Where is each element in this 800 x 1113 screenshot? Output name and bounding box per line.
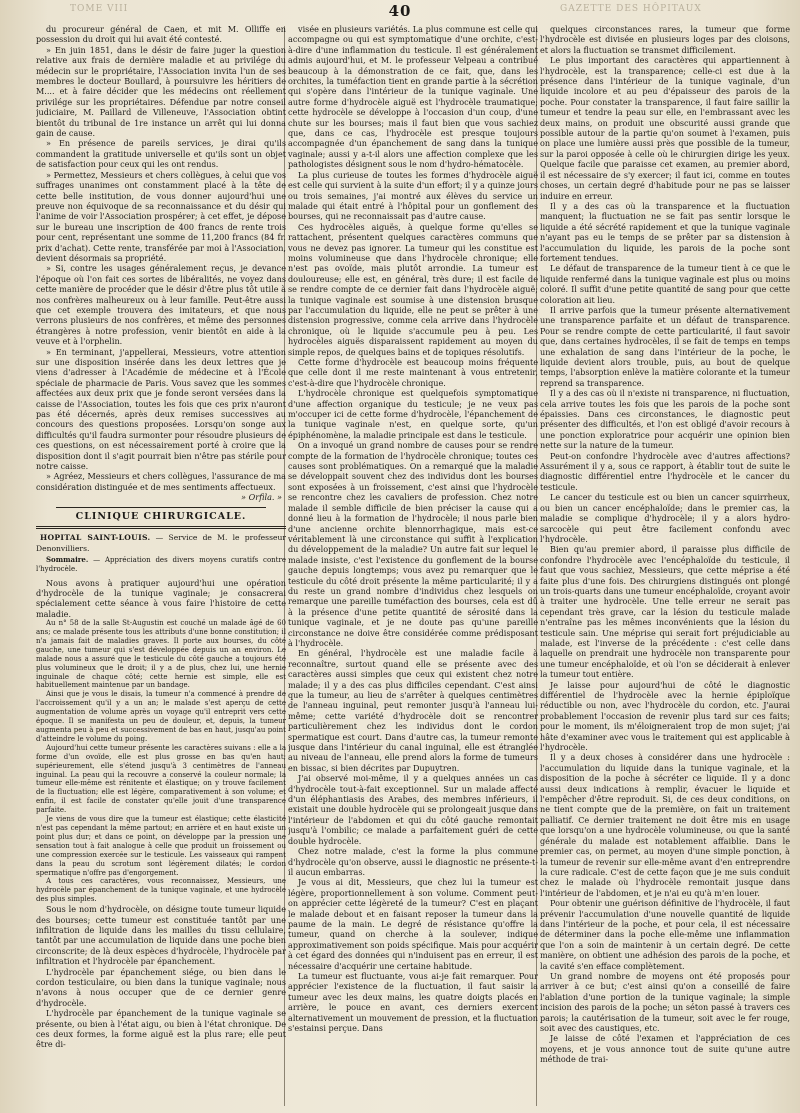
paragraph: » Si, contre les usages généralement reçus, je devance l'époque où l'on fait ces sortes de libéralités, ne voyez dans cette manière de procéder que le désir d'être plus tôt utile à nos confrères malheureux ou à leur famille. Peut-être aussi que cet exemple trouvera des imitateurs, et que nous verrons plusieurs de nos confrères, et même des personnes étrangères à notre profession, venir bientôt en aide à la veuve et à l'orphelin. [36, 263, 286, 347]
paragraph: Le cancer du testicule est ou bien un cancer squirrheux, ou bien un cancer encéphaloïde; dans le premier cas, la maladie se complique d'hydrocèle; il y a alors hydro-sarcocèle qui peut être facilement confondu avec l'hydrocèle. [540, 492, 790, 544]
summary-label: Sommaire. [46, 554, 89, 564]
paragraph: » Agréez, Messieurs et chers collègues, l'assurance de ma considération distinguée et de mes sentiments affectueux. [36, 471, 286, 492]
column-3 [540, 24, 790, 1109]
paragraph: Un grand nombre de moyens ont été proposés pour arriver à ce but; c'est ainsi qu'on a conseillé de faire l'ablation d'une portion de la tunique vaginale; la simple incision des parois de la poche; un séton passé à travers ces parois; la cautérisation de la tumeur, soit avec le fer rouge, soit avec des caustiques, etc. [540, 970, 790, 1033]
paragraph-small: Ainsi que je vous le disais, la tumeur n'a commencé à prendre de l'accroissement qu'il y a un an; le malade s'est aperçu de cette augmentation de volume après un voyage qu'il entreprit vers cette époque. Il se manifesta un peu de douleur, et, depuis, la tumeur augmenta peu à peu et successivement de bas en haut, jusqu'au point d'atteindre le volume du poing. [36, 690, 286, 743]
section-title: CLINIQUE CHIRURGICALE. [75, 510, 247, 522]
paragraph: Il y a deux choses à considérer dans une hydrocèle : l'accumulation du liquide dans la tunique vaginale, et la disposition de la poche à sécréter ce liquide. Il y a donc aussi deux indications à remplir, évacuer le liquide et l'empêcher d'être reproduit. Si, de ces deux conditions, on ne tient compte que de la première, on fait un traitement palliatif. Ce dernier traitement ne doit être mis en usage que lorsqu'on a une hydrocèle volumineuse, ou que la santé générale du malade est notablement affaiblie. Dans le premier cas, on permet, au moyen d'une simple ponction, à la tumeur de revenir sur elle-même avant d'en entreprendre la cure radicale. C'est de cette façon que je me suis conduit chez le malade où l'hydrocèle remontait jusque dans l'intérieur de l'abdomen, et je n'ai eu qu'à m'en louer. [540, 752, 790, 898]
paragraph: quelques circonstances rares, la tumeur que forme l'hydrocèle est divisée en plusieurs loges par des cloisons, et alors la fluctuation se transmet difficilement. [540, 24, 790, 55]
column-1 [36, 24, 286, 1109]
paragraph: Je laisse pour aujourd'hui de côté le diagnostic différentiel de l'hydrocèle avec la hernie épiploïque réductible ou non, avec l'hydrocèle du cordon, etc. J'aurai probablement l'occasion de revenir plus tard sur ces faits; pour le moment, ils m'éloigneraient trop de mon sujet; j'ai hâte d'examiner avec vous le traitement qui est applicable à l'hydrocèle. [540, 679, 790, 753]
paragraph: » En présence de pareils services, je dirai qu'ils commandent la gratitude universelle et qu'ils sont un objet de satisfaction pour ceux qui les ont rendus. [36, 138, 286, 170]
paragraph: visée en plusieurs variétés. La plus commune est celle qui accompagne ou qui est symptomatique d'une orchite, c'est-à-dire d'une inflammation du testicule. Il est généralement admis aujourd'hui, et M. le professeur Velpeau a contribué beaucoup à la démonstration de ce fait, que, dans les orchites, la tuméfaction tient en grande partie à la sécrétion qui s'opère dans l'intérieur de la tunique vaginale. Une autre forme d'hydrocèle aiguë est l'hydrocèle traumatique; cette hydrocèle se développe à l'occasion d'un coup, d'une chute sur les bourses; mais il faut bien que vous sachiez que, dans ce cas, l'hydrocèle est presque toujours accompagnée d'un épanchement de sang dans la tunique vaginale; aussi y a-t-il alors une affection complexe que les pathologistes désignent sous le nom d'hydro-hématocèle. [288, 24, 538, 170]
paragraph: L'hydrocèle par épanchement siége, ou bien dans le cordon testiculaire, ou bien dans la tunique vaginale; nous n'avons à nous occuper que de ce dernier genre d'hydrocèle. [36, 966, 286, 1008]
paragraph: Je vous ai dit, Messieurs, que chez lui la tumeur est légère, proportionnellement à son volume. Comment peut-on apprécier cette légèreté de la tumeur? C'est en plaçant le malade debout et en faisant reposer la tumeur dans la paume de la main. Le degré de résistance qu'offre la tumeur, quand on cherche à la soulever, indique approximativement son poids spécifique. Mais pour acquérir à cet égard des données qui n'induisent pas en erreur, il est nécessaire d'acquérir une certaine habitude. [288, 877, 538, 971]
show-through-header-left: TOME VIII [70, 4, 129, 14]
letter-signature: » Orfila. » [241, 492, 282, 503]
section-divider [56, 507, 266, 508]
paragraph: Pour obtenir une guérison définitive de l'hydrocèle, il faut prévenir l'accumulation d'une nouvelle quantité de liquide dans l'intérieur de la poche, et pour cela, il est nécessaire de déterminer dans la poche elle-même une inflammation que l'on a soin de maintenir à un certain degré. De cette manière, on obtient une adhésion des parois de la poche, et la cavité s'en efface complètement. [540, 898, 790, 971]
column-2 [288, 24, 538, 1109]
page-number: 40 [388, 2, 412, 20]
paragraph: Je laisse de côté l'examen et l'appréciation de ces moyens, et je vous annonce tout de suite qu'une autre méthode de trai- [540, 1033, 790, 1065]
paragraph: Ces hydrocèles aiguës, à quelque forme qu'elles se rattachent, présentent quelques caractères communs que vous ne devez pas ignorer. La tumeur qui les constitue est moins volumineuse que dans l'hydrocèle chronique; elle n'est pas ovoïde, mais plutôt arrondie. La tumeur est douloureuse; elle est, en général, très dure; il est facile de se rendre compte de ce dernier fait dans l'hydrocèle aiguë; la tunique vaginale est soumise à une distension brusque par l'accumulation du liquide, elle ne peut se prêter à une distension progressive, comme cela arrive dans l'hydrocèle chronique, où le liquide s'accumule peu à peu. Les hydrocèles aiguës disparaissent rapidement au moyen du simple repos, de quelques bains et de topiques résolutifs. [288, 221, 538, 357]
paragraph: Bien qu'au premier abord, il paraisse plus difficile de confondre l'hydrocèle avec l'encéphaloïde du testicule, il faut que vous sachiez, Messieurs, que cette méprise a été faite plus d'une fois. Des chirurgiens distingués ont plongé un trois-quarts dans une tumeur encéphaloïde, croyant avoir à traiter une hydrocèle. Une telle erreur ne serait pas cependant très grave, car la lésion du testicule malade n'entraîne pas les mêmes inconvénients que la lésion du testicule sain. Une méprise qui serait fort préjudiciable au malade, est l'inverse de la précédente : c'est celle dans laquelle on prendrait une hydrocèle non transparente pour une tumeur encéphaloïde, et où l'on se déciderait à enlever la tumeur tout entière. [540, 544, 790, 680]
paragraph: du procureur général de Caen, et mit M. Olliffe en possession du droit qui lui avait été contesté. [36, 24, 286, 45]
paragraph: Il arrive parfois que la tumeur présente alternativement une transparence parfaite et un défaut de transparence. Pour se rendre compte de cette particularité, il faut savoir que, dans certaines hydrocèles, il se fait de temps en temps une exhalation de sang dans l'intérieur de la poche, le liquide devient alors trouble, puis, au bout de quelque temps, l'absorption enlève la matière colorante et la tumeur reprend sa transparence. [540, 304, 790, 388]
paragraph: L'hydrocèle par épanchement de la tunique vaginale se présente, ou bien à l'état aigu, ou bien à l'état chronique. De ces deux formes, la forme aiguë est la plus rare; elle peut être di- [36, 1008, 286, 1050]
paragraph: » Permettez, Messieurs et chers collègues, à celui que vos suffrages unanimes ont constamment placé à la tête de cette belle institution, de vous donner aujourd'hui une preuve non équivoque de sa reconnaissance et du désir qui l'anime de voir l'Association prospérer; à cet effet, je dépose sur le bureau une inscription de 400 francs de rente trois pour cent, représentant une somme de 11,200 francs (84 fr. prix d'achat). Cette rente, transférée par moi à l'Association, devient désormais sa propriété. [36, 169, 286, 263]
show-through-header-right: GAZETTE DES HÔPITAUX [560, 4, 702, 14]
paragraph: » En terminant, j'appellerai, Messieurs, votre attention sur une disposition insérée dans les deux lettres que je viens d'adresser à l'Académie de médecine et à l'École spéciale de pharmacie de Paris. Vous savez que les sommes affectées aux deux prix que je fonde seront versées dans la caisse de l'Association, toutes les fois que ces prix n'auront pas été décernés, après deux remises successives au concours des questions proposées. Lorsqu'on songe aux difficultés qu'il faudra surmonter pour résoudre plusieurs de ces questions, on est nécessairement porté à croire que la disposition dont il s'agit pourrait bien n'être pas stérile pour notre caisse. [36, 346, 286, 472]
paragraph: Il y a des cas où il n'existe ni transparence, ni fluctuation, cela arrive toutes les fois que les parois de la poche sont épaissies. Dans ces circonstances, le diagnostic peut présenter des difficultés, et l'on est obligé d'avoir recours à une ponction exploratrice pour acquérir une opinion bien nette sur la nature de la tumeur. [540, 388, 790, 451]
paragraph: Nous avons à pratiquer aujourd'hui une opération d'hydrocèle de la tunique vaginale; je consacrerai spécialement cette séance à vous faire l'histoire de cette maladie. [36, 577, 286, 619]
paragraph: L'hydrocèle chronique est quelquefois symptomatique d'une affection organique du testicule; je ne veux pas m'occuper ici de cette forme d'hydrocèle, l'épanchement de la tunique vaginale n'est, en quelque sorte, qu'un épiphénomène, la maladie principale est dans le testicule. [288, 388, 538, 440]
paragraph: Peut-on confondre l'hydrocèle avec d'autres affections? Assurément il y a, sous ce rapport, à établir tout de suite le diagnostic différentiel entre l'hydrocèle et le cancer du testicule. [540, 450, 790, 492]
hospital-service: — Service de M. le professeur Denonvilliers. [36, 533, 286, 553]
summary-line [36, 556, 286, 574]
paragraph-small: Je viens de vous dire que la tumeur est élastique; cette élasticité n'est pas cependant la même partout; en arrière et en haut existe un point plus dur; et dans ce point, on développe par la pression une sensation tout à fait analogue à celle que produit un froissement ou une compression exercée sur le testicule. Les vaisseaux qui rampent dans la peau du scrotum sont légèrement dilatés; le cordon spermatique n'offre pas d'engorgement. [36, 815, 286, 877]
paragraph: Il y a des cas où la transparence et la fluctuation manquent; la fluctuation ne se fait pas sentir lorsque le liquide a été sécrété rapidement et que la tunique vaginale n'ayant pas eu le temps de se prêter par sa distension à l'accumulation du liquide, les parois de la poche sont fortement tendues. [540, 200, 790, 263]
paragraph: La tumeur est fluctuante, vous ai-je fait remarquer. Pour apprécier l'existence de la fluctuation, il faut saisir la tumeur avec les deux mains, les quatre doigts placés en arrière, le pouce en avant, ces derniers exercent alternativement un mouvement de pression, et la fluctuation s'estainsi perçue. Dans [288, 970, 538, 1033]
paragraph: On a invoqué un grand nombre de causes pour se rendre compte de la formation de l'hydrocèle chronique; toutes ces causes sont problématiques. On a remarqué que la maladie se développait souvent chez des individus dont les bourses sont exposées à un froissement, c'est ainsi que l'hydrocèle se rencontre chez les cavaliers de profession. Chez notre malade il semble difficile de bien préciser la cause qui a donné lieu à la formation de l'hydrocèle; il nous parle bien d'une ancienne orchite blennorrhagique, mais est-ce véritablement là une circonstance qui suffit à l'explication du développement de la maladie? Un autre fait sur lequel le malade insiste, c'est l'existence du gonflement de la bourse gauche depuis longtemps; vous avez pu remarquer que le testicule du côté droit présente la même particularité; il y a du reste un grand nombre d'individus chez lesquels on remarque une pareille tuméfaction des bourses, cela est dû à la présence d'une petite quantité de sérosité dans la tunique vaginale, et je ne doute pas qu'une pareille circonstance ne doive être considérée comme prédisposant à l'hydrocèle. [288, 440, 538, 648]
paragraph: En général, l'hydrocèle est une maladie facile à reconnaître, surtout quand elle se présente avec des caractères aussi simples que ceux qui existent chez notre malade; il y a des cas plus difficiles cependant. C'est ainsi que la tumeur, au lieu de s'arrêter à quelques centimètres de l'anneau inguinal, peut remonter jusqu'à l'anneau lui-même; cette variété d'hydrocèle doit se rencontrer particulièrement chez les individus dont le cordon spermatique est court. Dans d'autre cas, la tumeur remonte jusque dans l'intérieur du canal inguinal, elle est étranglée au niveau de l'anneau, elle prend alors la forme de tumeurs en bissac, si bien décrites par Dupuytren. [288, 648, 538, 773]
summary-text: — Appréciation des divers moyens curatifs contre l'hydrocèle. [36, 555, 286, 573]
paragraph: J'ai observé moi-même, il y a quelques années un cas d'hydrocèle tout-à-fait exceptionnel. Sur un malade affecté d'un éléphantiasis des Arabes, des membres inférieurs, il existait une double hydrocèle qui se prolongeait jusque dans l'intérieur de l'abdomen et qui du côté gauche remontait jusqu'à l'ombilic; ce malade a parfaitement guéri de cette double hydrocèle. [288, 773, 538, 846]
paragraph-small: Au n° 58 de la salle St-Augustin est couché un malade âgé de 60 ans; ce malade présente tous les attributs d'une bonne constitution; il n'a jamais fait de maladies graves. Il porte aux bourses, du côté gauche, une tumeur qui s'est développée depuis un an environ. Le malade nous a assuré que le testicule du côté gauche a toujours été plus volumineux que le droit; il y a de plus, chez lui, une hernie inguinale de chaque côté; cette hernie est simple, elle est habituellement maintenue par un bandage. [36, 619, 286, 690]
paragraph-small: Aujourd'hui cette tumeur présente les caractères suivans : elle a la forme d'un ovoïde, elle est plus grosse en bas qu'en haut; supérieurement, elle s'étend jusqu'à 3 centimètres de l'anneau inguinal. La peau qui la recouvre a conservé la couleur normale; la tumeur elle-même est rénitente et élastique; on y trouve facilement de la fluctuation; elle est légère, comparativement à son volume; et enfin, il est facile de constater qu'elle jouit d'une transparence parfaite. [36, 743, 286, 815]
hospital-name: HOPITAL SAINT-LOUIS. [40, 533, 151, 543]
paragraph: Chez notre malade, c'est la forme la plus commune d'hydrocèle qu'on observe, aussi le diagnostic ne présente-t-il aucun embarras. [288, 846, 538, 877]
hospital-heading [36, 533, 286, 554]
paragraph: Cette forme d'hydrocèle est beaucoup moins fréquente que celle dont il me reste maintenant à vous entretenir, c'est-à-dire que l'hydrocèle chronique. [288, 357, 538, 388]
title-double-rule [36, 526, 286, 529]
paragraph: Le plus important des caractères qui appartiennent à l'hydrocèle, est la transparence; celle-ci est due à la présence dans l'intérieur de la tunique vaginale, d'un liquide incolore et au peu d'épaisseur des parois de la poche. Pour constater la transparence, il faut faire saillir la tumeur et tendre la peau sur elle, en l'embrassant avec les deux mains, on produit une obscurité aussi grande que possible autour de la partie qu'on soumet à l'examen, puis on place une lumière aussi près que possible de la tumeur, sur la paroi opposée à celle où le chirurgien dirige les yeux. Quelque facile que paraisse cet examen, au premier abord, il est nécessaire de s'y exercer; il faut ici, comme en toutes choses, un certain degré d'habitude pour ne pas se laisser induire en erreur. [540, 55, 790, 201]
paragraph: Le défaut de transparence de la tumeur tient à ce que le liquide renfermé dans la tunique vaginale est plus ou moins coloré. Il suffit d'une petite quantité de sang pour que cette coloration ait lieu. [540, 263, 790, 305]
paragraph: Sous le nom d'hydrocèle, on désigne toute tumeur liquide des bourses; cette tumeur est constituée tantôt par une infiltration de liquide dans les mailles du tissu cellulaire, tantôt par une accumulation de liquide dans une poche bien circonscrite; de là deux espèces d'hydrocèle, l'hydrocèle par infiltration et l'hydrocèle par épanchement. [36, 904, 286, 967]
paragraph-small: A tous ces caractères, vous reconnaissez, Messieurs, une hydrocèle par épanchement de la tunique vaginale, et une hydrocèle des plus simples. [36, 877, 286, 904]
paragraph: » En juin 1851, dans le désir de faire juger la question relative aux frais de dernière maladie et au privilége du médecin sur le propriétaire, l'Association invita l'un de ses membres le docteur Boullard, à poursuivre les héritiers de M.... et à faire décider que les médecins ont réellement privilége sur les propriétaires. Défendue par notre conseil judiciaire, M. Paillard de Villeneuve, l'Association obtint bientôt du tribunal de 1re instance un arrêt qui lui donna gain de cause. [36, 44, 286, 139]
paragraph: La plus curieuse de toutes les formes d'hydrocèle aiguë est celle qui survient à la suite d'un effort; il y a quinze jours ou trois semaines, j'ai montré aux élèves du service un malade qui était entré à l'hôpital pour un gonflement des bourses, qui ne reconnaissait pas d'autre cause. [288, 169, 538, 222]
